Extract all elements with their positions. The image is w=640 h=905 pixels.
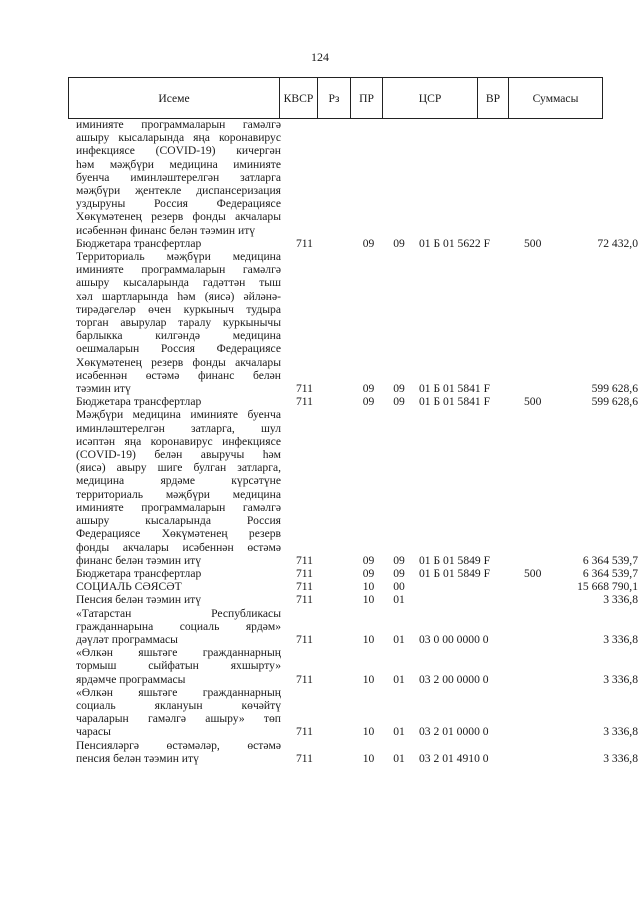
row-name-line: «Өлкән яшьтәге гражданнарның — [76, 646, 281, 660]
cell-kvsr: 711 — [296, 566, 313, 580]
row-name-line: пенсия белән тәэмин итү — [76, 751, 199, 765]
row-name — [76, 646, 281, 686]
cell-kvsr: 711 — [296, 382, 313, 396]
row-name-line: ашыру кысаларында гадәттән тыш — [76, 276, 281, 290]
cell-rz: 10 — [362, 593, 375, 607]
cell-sum: 6 364 539,7 — [582, 566, 638, 580]
cell-csr: 03 0 00 0000 0 — [419, 632, 489, 646]
cell-kvsr: 711 — [296, 395, 313, 409]
row-name-line: Хөкүмәтенең резерв фонды акчалары — [76, 355, 281, 369]
row-name — [76, 395, 281, 408]
cell-csr: 01 Б 01 5841 F — [419, 395, 491, 409]
cell-kvsr: 711 — [296, 751, 313, 765]
cell-kvsr: 711 — [296, 632, 313, 646]
row-name — [76, 593, 281, 606]
table-row — [76, 236, 638, 250]
cell-rz: 10 — [362, 632, 375, 646]
cell-sum: 3 336,8 — [603, 725, 638, 739]
table-row — [76, 250, 638, 396]
row-name-line: тирәдәгеләр өчен куркыныч тудыра — [76, 302, 281, 316]
cell-csr: 03 2 00 0000 0 — [419, 672, 489, 686]
column-header-rz: Рз — [318, 78, 351, 119]
cell-kvsr: 711 — [296, 553, 313, 567]
row-name-line: торган авырулар таралу куркынычы — [76, 316, 281, 330]
row-name — [76, 237, 281, 250]
cell-kvsr: 711 — [296, 580, 313, 594]
column-header-pr: ПР — [351, 78, 383, 119]
row-name-line: дәүләт программасы — [76, 632, 178, 646]
row-name-line: Хөкүмәтенең резерв фонды акчалары — [76, 210, 281, 224]
row-name-line: Мәҗбүри медицина иминияте буенча — [76, 408, 281, 422]
row-name-line: хәл шартларында һәм (яисә) әйләнә- — [76, 289, 281, 303]
cell-csr: 03 2 01 4910 0 — [419, 751, 489, 765]
cell-pr: 00 — [393, 580, 405, 594]
row-name-line: иминияте программаларын гамәлгә — [76, 118, 281, 131]
cell-pr: 09 — [393, 382, 405, 396]
column-header-vr: ВР — [478, 78, 509, 119]
cell-pr: 01 — [393, 632, 405, 646]
row-name — [76, 250, 281, 395]
cell-sum: 3 336,8 — [603, 632, 638, 646]
table-row — [76, 118, 608, 237]
column-header-kvsr: КВСР — [280, 78, 318, 119]
row-name-line: исәбеннән финанс белән тәэмин итү — [76, 223, 256, 237]
row-name-line: буенча иминләштерелгән затларга — [76, 170, 281, 184]
row-name-line: Пенсияләргә өстәмәләр, өстәмә — [76, 738, 281, 752]
cell-rz: 10 — [362, 672, 375, 686]
row-name-line: «Татарстан Республикасы — [76, 606, 281, 620]
column-header-name: Исеме — [69, 78, 280, 119]
cell-pr: 09 — [393, 566, 405, 580]
row-name-line: (яисә) авыру шиге булган затларга, — [76, 461, 281, 475]
table-row — [76, 408, 638, 567]
cell-pr: 01 — [393, 751, 405, 765]
cell-rz: 10 — [362, 580, 375, 594]
table-row — [76, 738, 638, 765]
row-name-line: медицина ярдәме күрсәтүне — [76, 474, 281, 488]
row-name-line: гражданнарына социаль ярдәм» — [76, 619, 281, 633]
row-name-line: мәҗбүри җентекле диспансеризация — [76, 184, 281, 198]
row-name-line: (COVID-19) белән авыручы һәм — [76, 448, 281, 462]
table-row — [76, 580, 638, 594]
table-row — [76, 606, 638, 647]
cell-kvsr: 711 — [296, 672, 313, 686]
cell-rz: 09 — [362, 236, 375, 250]
row-name-line: Бюджетара трансфертлар — [76, 395, 202, 409]
cell-csr: 01 Б 01 5841 F — [419, 382, 491, 396]
row-name — [76, 118, 281, 237]
row-name-line: социаль яклануын көчәйтү — [76, 698, 281, 712]
cell-pr: 01 — [393, 725, 405, 739]
table-row — [76, 646, 638, 686]
row-name — [76, 686, 281, 739]
cell-pr: 09 — [393, 395, 405, 409]
column-header-csr: ЦСР — [383, 78, 478, 119]
cell-sum: 3 336,8 — [603, 593, 638, 607]
row-name-line: иминияте программаларын гамәлгә — [76, 263, 281, 277]
row-name-line: «Өлкән яшьтәге гражданнарның — [76, 685, 281, 699]
cell-csr: 01 Б 01 5849 F — [419, 566, 491, 580]
row-name-line: исәптән яңа коронавирус инфекциясе — [76, 434, 281, 448]
row-name-line: Бюджетара трансфертлар — [76, 566, 202, 580]
cell-csr: 03 2 01 0000 0 — [419, 725, 489, 739]
row-name — [76, 739, 281, 765]
cell-kvsr: 711 — [296, 236, 313, 250]
table-row — [76, 566, 638, 580]
row-name-line: СОЦИАЛЬ СӘЯСӘТ — [76, 580, 182, 594]
row-name-line: һәм мәҗбүри медицина иминияте — [76, 157, 281, 171]
cell-rz: 09 — [362, 395, 375, 409]
cell-rz: 09 — [362, 566, 375, 580]
budget-table-body — [76, 118, 638, 765]
cell-rz: 10 — [362, 751, 375, 765]
cell-vr: 500 — [524, 395, 542, 409]
row-name-line: тәэмин итү — [76, 382, 131, 396]
table-row — [76, 685, 638, 739]
row-name-line: ашыру кысаларында Россия — [76, 514, 281, 528]
row-name-line: финанс белән тәэмин итү — [76, 553, 202, 567]
cell-csr: 01 Б 01 5622 F — [419, 236, 491, 250]
cell-sum: 6 364 539,7 — [582, 553, 638, 567]
row-name-line: иминияте программаларын гамәлгә — [76, 500, 281, 514]
row-name-line: оешмаларын Россия Федерациясе — [76, 342, 281, 356]
row-name — [76, 580, 281, 593]
row-name-line: Федерациясе Хөкүмәтенең резерв — [76, 527, 281, 541]
cell-vr: 500 — [524, 236, 542, 250]
row-name — [76, 607, 281, 647]
cell-pr: 01 — [393, 672, 405, 686]
row-name-line: ярдәмче программасы — [76, 672, 186, 686]
row-name-line: чарасы — [76, 725, 111, 739]
row-name-line: ашыру кысаларында яңа коронавирус — [76, 131, 281, 145]
cell-vr: 500 — [524, 566, 542, 580]
cell-pr: 01 — [393, 593, 405, 607]
row-name-line: Бюджетара трансфертлар — [76, 236, 202, 250]
cell-rz: 10 — [362, 725, 375, 739]
row-name — [76, 567, 281, 580]
cell-sum: 3 336,8 — [603, 672, 638, 686]
row-name-line: Пенсия белән тәэмин итү — [76, 593, 202, 607]
cell-sum: 72 432,0 — [597, 236, 638, 250]
row-name-line: чараларын гамәлгә ашыру» төп — [76, 712, 281, 726]
table-row — [76, 593, 638, 607]
page-number: 124 — [311, 50, 329, 64]
row-name-line: уздыруны Россия Федерациясе — [76, 197, 281, 211]
column-header-sum: Суммасы — [509, 78, 603, 119]
cell-csr: 01 Б 01 5849 F — [419, 553, 491, 567]
row-name-line: исәбеннән өстәмә финанс белән — [76, 368, 281, 382]
cell-rz: 09 — [362, 553, 375, 567]
cell-pr: 09 — [393, 553, 405, 567]
cell-sum: 3 336,8 — [603, 751, 638, 765]
cell-pr: 09 — [393, 236, 405, 250]
cell-sum: 599 628,6 — [591, 382, 638, 396]
row-name-line: барлыкка килгәндә медицина — [76, 329, 281, 343]
cell-kvsr: 711 — [296, 725, 313, 739]
row-name-line: иминләштерелгән затларга, шул — [76, 421, 281, 435]
row-name-line: Территориаль мәҗбүри медицина — [76, 250, 281, 264]
row-name-line: инфекциясе (COVID-19) кичергән — [76, 144, 281, 158]
row-name — [76, 408, 281, 566]
row-name-line: территориаль мәҗбүри медицина — [76, 487, 281, 501]
cell-rz: 09 — [362, 382, 375, 396]
cell-sum: 15 668 790,1 — [577, 580, 638, 594]
row-name-line: фонды акчалары исәбеннән өстәмә — [76, 540, 281, 554]
table-header — [68, 77, 603, 119]
row-name-line: тормыш сыйфатын яхшырту» — [76, 659, 281, 673]
cell-kvsr: 711 — [296, 593, 313, 607]
cell-sum: 599 628,6 — [591, 395, 638, 409]
table-row — [76, 395, 638, 409]
